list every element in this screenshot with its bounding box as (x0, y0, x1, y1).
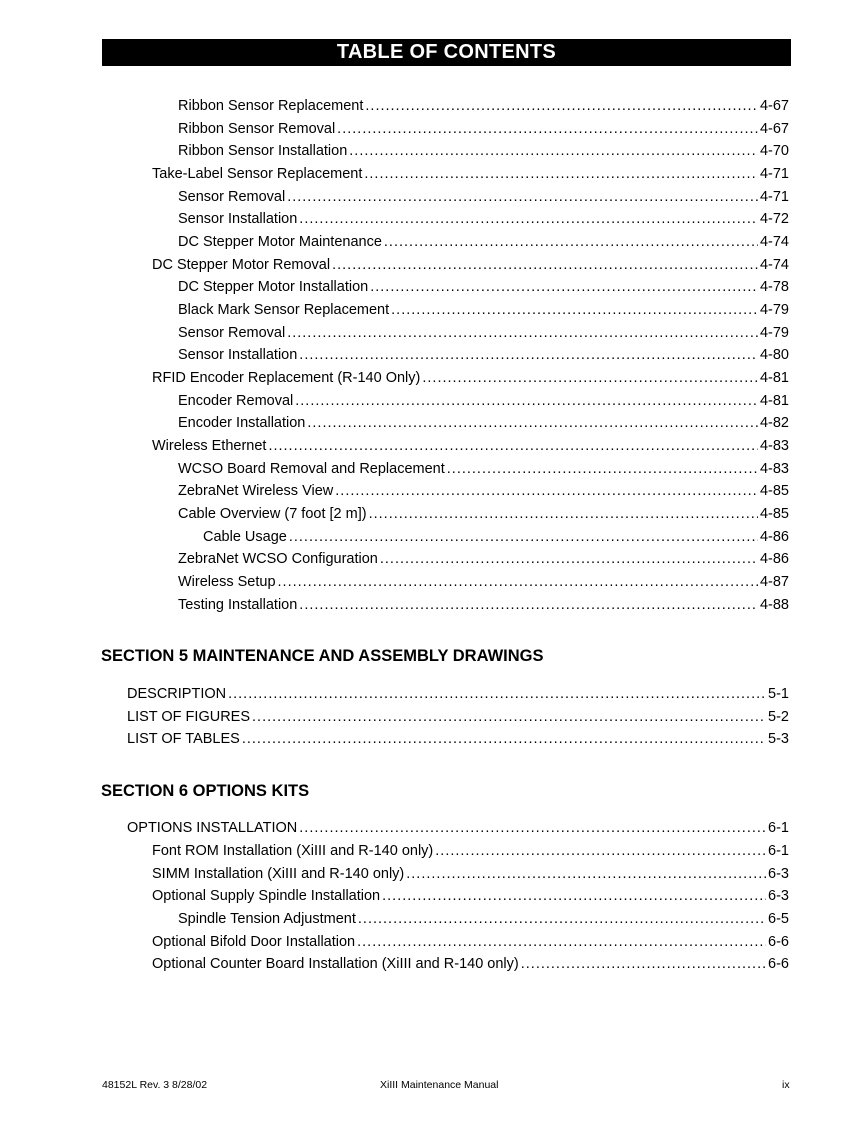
toc-entry-page: 4-67 (759, 121, 789, 137)
toc-leader-dots (369, 504, 758, 524)
toc-leader-dots (435, 841, 766, 861)
toc-entry-title: LIST OF FIGURES (127, 709, 251, 725)
toc-entry-title: DC Stepper Motor Installation (178, 279, 369, 295)
toc-entry-title: LIST OF TABLES (127, 731, 240, 747)
toc-entry-title: Optional Supply Spindle Installation (152, 888, 381, 904)
toc-entry-title: Ribbon Sensor Removal (178, 121, 336, 137)
toc-entry-title: OPTIONS INSTALLATION (127, 820, 298, 836)
toc-entry (152, 864, 789, 884)
toc-entry-page: 4-70 (759, 143, 789, 159)
toc-entry-page: 4-85 (759, 506, 789, 522)
toc-entry-title: Take-Label Sensor Replacement (152, 166, 363, 182)
toc-entry (178, 323, 789, 343)
page-title: TABLE OF CONTENTS (336, 41, 557, 63)
toc-entry-page: 4-80 (759, 347, 789, 363)
toc-leader-dots (391, 300, 758, 320)
toc-leader-dots (447, 459, 758, 479)
toc-entry-page: 6-6 (768, 934, 789, 950)
toc-entry (178, 909, 789, 929)
toc-leader-dots (295, 391, 758, 411)
toc-entry-page: 5-3 (768, 731, 789, 747)
toc-leader-dots (370, 277, 758, 297)
toc-leader-dots (289, 527, 758, 547)
toc-entry-page: 4-67 (759, 98, 789, 114)
toc-entry-title: ZebraNet WCSO Configuration (178, 551, 378, 567)
toc-entry-title: ZebraNet Wireless View (178, 483, 334, 499)
toc-entry-page: 4-81 (759, 370, 789, 386)
toc-entry-title: Spindle Tension Adjustment (178, 911, 356, 927)
toc-entry-page: 4-72 (759, 211, 789, 227)
toc-leader-dots (268, 436, 758, 456)
toc-entry (178, 572, 789, 592)
toc-leader-dots (382, 886, 766, 906)
toc-entry (203, 527, 789, 547)
toc-entry-page: 4-74 (759, 257, 789, 273)
toc-entry (152, 841, 789, 861)
footer-manual-title: XiIII Maintenance Manual (380, 1079, 499, 1091)
toc-entry-title: Optional Counter Board Installation (XiIII and R-140 only) (152, 956, 519, 972)
toc-leader-dots (307, 413, 758, 433)
toc-entry (178, 345, 789, 365)
toc-entry (178, 459, 789, 479)
toc-entry-title: Testing Installation (178, 597, 298, 613)
toc-entry-page: 6-5 (768, 911, 789, 927)
toc-entry (152, 255, 789, 275)
toc-entry-title: WCSO Board Removal and Replacement (178, 461, 445, 477)
toc-leader-dots (406, 864, 766, 884)
toc-leader-dots (365, 96, 758, 116)
toc-entry-page: 4-78 (759, 279, 789, 295)
toc-entry-page: 4-86 (759, 551, 789, 567)
toc-entry-page: 6-1 (768, 843, 789, 859)
toc-leader-dots (299, 595, 758, 615)
toc-entry-page: 4-83 (759, 438, 789, 454)
toc-entry (127, 684, 789, 704)
toc-entry-title: Optional Bifold Door Installation (152, 934, 356, 950)
toc-entry-title: Cable Usage (203, 529, 287, 545)
toc-entry (152, 954, 789, 974)
toc-entry-page: 6-3 (768, 888, 789, 904)
toc-entry-page: 4-88 (759, 597, 789, 613)
toc-entry (152, 436, 789, 456)
toc-entry (152, 368, 789, 388)
toc-entry (178, 187, 789, 207)
toc-entry-title: Wireless Setup (178, 574, 276, 590)
toc-entry (127, 729, 789, 749)
toc-entry (178, 504, 789, 524)
footer-page-number: ix (782, 1079, 790, 1091)
toc-entry-title: RFID Encoder Replacement (R-140 Only) (152, 370, 421, 386)
toc-entry (178, 300, 789, 320)
toc-entry-page: 6-1 (768, 820, 789, 836)
toc-entry-title: Sensor Installation (178, 211, 298, 227)
toc-leader-dots (299, 345, 758, 365)
toc-leader-dots (242, 729, 766, 749)
toc-entry (178, 413, 789, 433)
toc-entry-page: 4-81 (759, 393, 789, 409)
toc-entry-page: 5-1 (768, 686, 789, 702)
footer-doc-number: 48152L Rev. 3 8/28/02 (102, 1079, 208, 1091)
toc-leader-dots (349, 141, 758, 161)
toc-entry (152, 932, 789, 952)
toc-entry-title: Sensor Installation (178, 347, 298, 363)
toc-entry-title: Wireless Ethernet (152, 438, 267, 454)
toc-entry-page: 4-82 (759, 415, 789, 431)
toc-entry-page: 4-79 (759, 302, 789, 318)
toc-entry-page: 4-74 (759, 234, 789, 250)
toc-entry (178, 232, 789, 252)
toc-entry-page: 4-83 (759, 461, 789, 477)
toc-leader-dots (252, 707, 766, 727)
toc-entry-title: DESCRIPTION (127, 686, 227, 702)
toc-entry-page: 6-3 (768, 866, 789, 882)
toc-leader-dots (299, 818, 766, 838)
toc-entry (178, 209, 789, 229)
toc-entry-page: 4-79 (759, 325, 789, 341)
toc-entry (178, 549, 789, 569)
toc-entry-title: DC Stepper Motor Removal (152, 257, 331, 273)
toc-entry (178, 96, 789, 116)
toc-leader-dots (337, 119, 758, 139)
toc-entry (127, 707, 789, 727)
toc-entry (127, 818, 789, 838)
toc-entry (178, 119, 789, 139)
toc-leader-dots (299, 209, 758, 229)
toc-entry-title: Cable Overview (7 foot [2 m]) (178, 506, 367, 522)
toc-entry (152, 164, 789, 184)
toc-entry-title: Sensor Removal (178, 189, 286, 205)
section-heading: SECTION 5 MAINTENANCE AND ASSEMBLY DRAWINGS (101, 647, 544, 665)
toc-leader-dots (521, 954, 766, 974)
toc-leader-dots (364, 164, 758, 184)
toc-leader-dots (228, 684, 766, 704)
toc-entry-title: Sensor Removal (178, 325, 286, 341)
toc-leader-dots (287, 187, 758, 207)
toc-entry-title: DC Stepper Motor Maintenance (178, 234, 382, 250)
toc-entry-title: Ribbon Sensor Replacement (178, 98, 364, 114)
toc-leader-dots (384, 232, 758, 252)
toc-entry-page: 5-2 (768, 709, 789, 725)
toc-entry-page: 4-71 (759, 166, 789, 182)
toc-leader-dots (422, 368, 758, 388)
page-header-bar (102, 39, 791, 66)
section-heading: SECTION 6 OPTIONS KITS (101, 782, 310, 800)
toc-leader-dots (357, 932, 766, 952)
toc-entry-title: Black Mark Sensor Replacement (178, 302, 390, 318)
toc-entry (178, 277, 789, 297)
toc-entry (178, 595, 789, 615)
toc-leader-dots (278, 572, 758, 592)
toc-entry (152, 886, 789, 906)
toc-leader-dots (332, 255, 758, 275)
toc-entry (178, 141, 789, 161)
toc-entry-page: 4-71 (759, 189, 789, 205)
toc-leader-dots (358, 909, 766, 929)
toc-entry-title: Encoder Installation (178, 415, 306, 431)
toc-entry-title: Ribbon Sensor Installation (178, 143, 348, 159)
toc-entry-page: 4-87 (759, 574, 789, 590)
toc-leader-dots (287, 323, 758, 343)
toc-entry-page: 4-85 (759, 483, 789, 499)
toc-entry-title: Encoder Removal (178, 393, 294, 409)
toc-entry-title: SIMM Installation (XiIII and R-140 only) (152, 866, 405, 882)
toc-leader-dots (380, 549, 758, 569)
toc-entry-title: Font ROM Installation (XiIII and R-140 only) (152, 843, 434, 859)
toc-leader-dots (335, 481, 758, 501)
toc-entry (178, 481, 789, 501)
toc-entry-page: 6-6 (768, 956, 789, 972)
toc-entry (178, 391, 789, 411)
toc-entry-page: 4-86 (759, 529, 789, 545)
